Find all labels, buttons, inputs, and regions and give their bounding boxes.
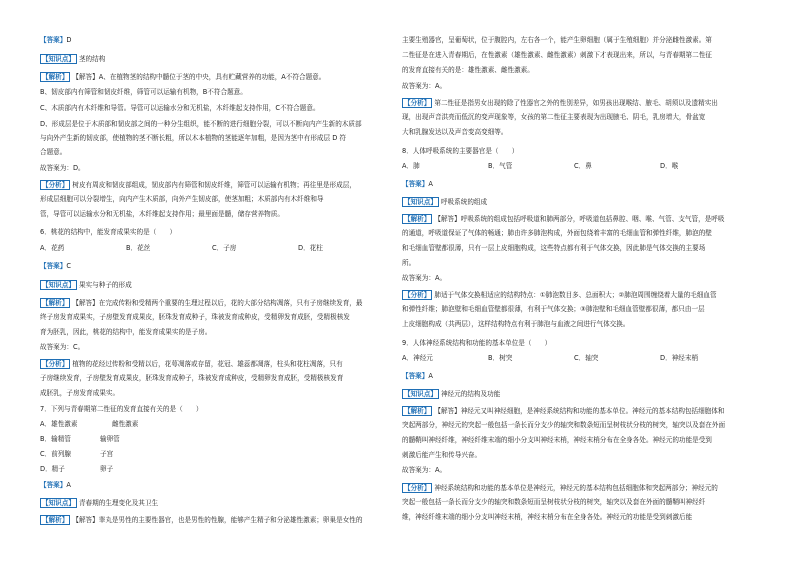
q9-explanation-line: 突起一般包括一条长而分支少的轴突和数条短而呈树枝状分枝的树突，轴突以及套在外面的髓鞘叫神经纤 bbox=[402, 498, 706, 506]
q9-analysis-line: 的髓鞘叫神经纤维，神经纤维末端的细小分支叫神经末梢，神经末梢分布在全身各处。神经元的功能是受到 bbox=[402, 436, 712, 444]
q7-explanation-line: 大和乳腺发达以及声音变高变细等。 bbox=[402, 128, 508, 136]
q9-analysis-line: 【解析】 【解答】神经元又叫神经细胞，是神经系统结构和功能的基本单位。神经元的基本结构包括细胞体和 bbox=[404, 407, 725, 415]
q5-analysis-line: 与向外产生新的韧皮部，使植物的茎不断长粗，所以木本植物的茎能逐年加粗，是因为茎中有形成层 D 符 bbox=[40, 134, 346, 142]
q8-option: D．喉 bbox=[660, 162, 679, 170]
q7-explanation-line: 现，出现声音洪亮而低沉的变声现象等，女孩的第二性征主要表现为出现腋毛、阴毛，乳房增大，骨盆宽 bbox=[402, 113, 706, 121]
q7-knowledge-point: 【知识点】 青春期的生理变化及其卫生 bbox=[42, 499, 159, 507]
q7-analysis-line: 【解析】 【解答】睾丸是男性的主要性器官，也是男性的性腺，能够产生精子和分泌雄性激素；卵巢是女性的 bbox=[42, 516, 363, 524]
q6-explanation-line: 成胚乳，子房发育成果实。 bbox=[40, 389, 120, 397]
q6-options bbox=[40, 244, 396, 253]
q8-explanation-line: 上皮细胞构成（共两层），这样结构特点有利于肺泡与血液之间进行气体交换。 bbox=[402, 320, 630, 328]
q9-answer: 【答案】A bbox=[402, 372, 433, 380]
q7-answer: 【答案】A bbox=[40, 481, 71, 489]
q6-option: A．花药 bbox=[40, 244, 65, 252]
q6-analysis-line: 【解析】 【解答】在完成传粉和受精两个重要的生理过程以后，花的大部分结构凋落，只有子房继续发育，最 bbox=[42, 299, 363, 307]
q6-analysis-line: 故答案为：C。 bbox=[40, 343, 85, 351]
q6-answer: 【答案】C bbox=[40, 262, 71, 270]
q8-option: B．气管 bbox=[488, 162, 513, 170]
q8-analysis-line: 和毛细血管壁都很薄，只有一层上皮细胞构成，这些特点都有利于气体交换，因此肺是气体交换的主要场 bbox=[402, 244, 706, 252]
q7-stem: 7．下列与青春期第二性征的发育直接有关的是（ ） bbox=[40, 405, 203, 413]
q9-option: C．轴突 bbox=[574, 354, 599, 362]
q9-analysis-line: 故答案为：A。 bbox=[402, 466, 447, 474]
q7-explanation-line: 【分析】 第二性征是指男女出现的除了性器官之外的性别差异，如男孩出现喉结、腋毛、胡须以及遗精实出 bbox=[404, 99, 718, 107]
q7-analysis-line: 故答案为：A。 bbox=[402, 82, 447, 90]
q8-analysis-line: 故答案为：A。 bbox=[402, 274, 447, 282]
q9-options bbox=[402, 354, 758, 363]
q6-explanation-line: 【分析】 植物的花经过传粉和受精以后，花萼凋落或存留，花冠、雄蕊都凋落，柱头和花柱凋落，只有 bbox=[42, 360, 343, 368]
q9-knowledge-point: 【知识点】 神经元的结构及功能 bbox=[404, 390, 501, 398]
q7-option: B．输精管 输卵管 bbox=[40, 435, 120, 443]
q8-explanation-line: 和弹性纤维；肺泡壁和毛细血管壁都很薄，有利于气体交换；③肺泡壁和毛细血管壁都很薄，都只由一层 bbox=[402, 305, 705, 313]
q5-analysis-line: D、形成层是位于木质部和韧皮部之间的一种分生组织，能不断的进行细胞分裂，可以不断向内产生新的木质部 bbox=[40, 120, 362, 128]
q9-option: A．神经元 bbox=[402, 354, 433, 362]
q8-options bbox=[402, 162, 758, 171]
q6-explanation-line: 子房继续发育，子房壁发育成果皮，胚珠发育成种子，珠被发育成种皮，受精卵发育成胚，受精极核发育 bbox=[40, 374, 344, 382]
q5-analysis-line: 故答案为：D。 bbox=[40, 164, 85, 172]
q8-option: C．鼻 bbox=[574, 162, 592, 170]
q9-explanation-line: 【分析】 神经系统结构和功能的基本单位是神经元，神经元的基本结构包括细胞体和突起两部分；神经元的 bbox=[404, 484, 718, 492]
q8-stem: 8．人体呼吸系统的主要器官是（ ） bbox=[402, 147, 519, 155]
q5-explanation-line: 形成层细胞可以分裂增生，向内产生木质部，向外产生韧皮部，使茎加粗；木质部内有木纤维和导 bbox=[40, 195, 324, 203]
q8-analysis-line: 【解析】 【解答】呼吸系统的组成包括呼吸道和肺两部分，呼吸道包括鼻腔、咽、喉、气管、支气管，是呼吸 bbox=[404, 215, 725, 223]
q5-analysis-line: C、木质部内有木纤维和导管。导管可以运输水分和无机盐，木纤维起支持作用，C不符合题意。 bbox=[40, 104, 320, 112]
q5-explanation-line: 管，导管可以运输水分和无机盐，木纤维起支持作用；最里面是髓，储存营养物质。 bbox=[40, 210, 284, 218]
q6-analysis-line: 终子房发育成果实，子房壁发育成果皮，胚珠发育成种子，珠被发育成种皮，受精卵发育成胚，受精极核发 bbox=[40, 313, 350, 321]
q7-option: A．雄性激素 雌性激素 bbox=[40, 420, 139, 428]
q6-stem: 6．桃花的结构中，能发育成果实的是（ ） bbox=[40, 228, 177, 236]
q8-answer: 【答案】A bbox=[402, 180, 433, 188]
q9-option: B．树突 bbox=[488, 354, 513, 362]
q5-analysis-line: 合题意。 bbox=[40, 148, 67, 156]
q8-analysis-line: 所。 bbox=[402, 259, 416, 267]
q6-knowledge-point: 【知识点】 果实与种子的形成 bbox=[42, 281, 132, 289]
q7-option: D．精子 卵子 bbox=[40, 465, 114, 473]
q8-knowledge-point: 【知识点】 呼吸系统的组成 bbox=[404, 198, 488, 206]
q5-knowledge-point: 【知识点】 茎的结构 bbox=[42, 55, 106, 63]
q9-explanation-line: 维，神经纤维末端的细小分支叫神经末梢，神经末梢分布在全身各处。神经元的功能是受到刺激后能 bbox=[402, 513, 693, 521]
q9-analysis-line: 突起两部分，神经元的突起一般包括一条长而分支少的轴突和数条短而呈树枝状分枝的树突，轴突以及套在外面 bbox=[402, 421, 726, 429]
q9-analysis-line: 刺激后能产生和传导兴奋。 bbox=[402, 451, 482, 459]
q5-analysis-line: B、韧皮部内有筛管和韧皮纤维，筛管可以运输有机物，B不符合题意。 bbox=[40, 88, 247, 96]
q6-option: D．花柱 bbox=[298, 244, 323, 252]
q7-analysis-line: 二性征是在进入青春期后，在性激素（雄性激素、雌性激素）刺激下才表现出来，所以，与青春期第二性征 bbox=[402, 51, 712, 59]
q7-analysis-line: 主要生殖器官，呈葡萄状，位于腹腔内，左右各一个，能产生卵细胞（属于生殖细胞）并分泌雌性激素。第 bbox=[402, 36, 712, 44]
q7-option: C．前列腺 子宫 bbox=[40, 450, 114, 458]
q6-option: B．花丝 bbox=[126, 244, 151, 252]
q8-option: A．肺 bbox=[402, 162, 420, 170]
q5-explanation-line: 【分析】 树皮有周皮和韧皮部组成，韧皮部内有筛管和韧皮纤维，筛管可以运输有机物；再往里是形成层， bbox=[42, 181, 356, 189]
q9-option: D．神经末梢 bbox=[660, 354, 699, 362]
q8-explanation-line: 【分析】 肺适于气体交换相适应的结构特点：①肺泡数目多、总面积大；②肺泡周围缠绕着大量的毛细血管 bbox=[404, 291, 717, 299]
q7-analysis-line: 的发育直接有关的是：雄性激素、雌性激素。 bbox=[402, 66, 534, 74]
q5-analysis-line: 【解析】 【解答】A、在植物茎的结构中髓位于茎的中央，具有贮藏营养的功能，A不符合题意。 bbox=[42, 73, 326, 81]
q6-option: C．子房 bbox=[212, 244, 237, 252]
q8-analysis-line: 的通道，呼吸道保证了气体的畅通；肺由许多肺泡构成，外面包绕着丰富的毛细血管和弹性纤维，肺泡的壁 bbox=[402, 229, 712, 237]
q5-answer: 【答案】D bbox=[40, 36, 72, 44]
q9-stem: 9．人体神经系统结构和功能的基本单位是（ ） bbox=[402, 339, 552, 347]
q6-analysis-line: 育为胚乳，因此，桃花的结构中，能发育成果实的是子房。 bbox=[40, 328, 212, 336]
